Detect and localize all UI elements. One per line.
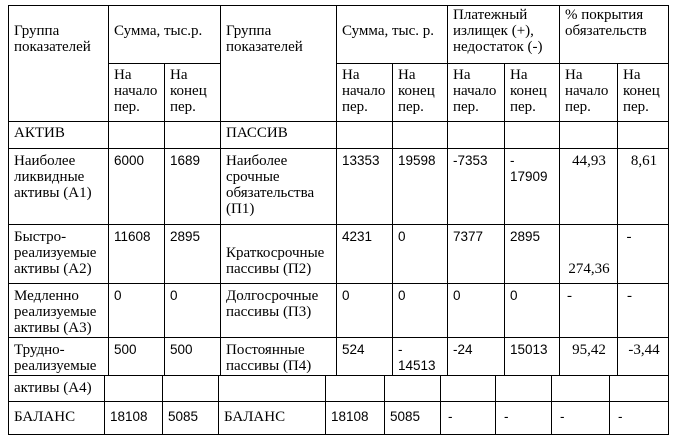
rule (220, 5, 221, 375)
rule (108, 5, 109, 375)
rule (504, 63, 505, 375)
row1-asset: Наиболее ликвидные активы (А1) (14, 153, 92, 201)
rule (495, 375, 496, 435)
row4-l-start: 524 (342, 342, 365, 357)
row2-liability: Краткосрочные пассивы (П2) (226, 245, 325, 277)
rule (392, 63, 393, 375)
rule (551, 375, 552, 435)
rule (164, 63, 165, 375)
rule (8, 401, 668, 402)
balance-c-end: - (618, 409, 623, 424)
row3-asset: Медленно реализуемые активы (А3) (14, 288, 97, 336)
row3-s-end: 0 (510, 288, 518, 303)
row2-asset: Быстро- реализуемые активы (А2) (14, 229, 97, 277)
row1-c-end: 8,61 (630, 153, 658, 169)
row2-l-end: 0 (398, 229, 406, 244)
balance-label-assets: БАЛАНС (14, 409, 76, 425)
rule (609, 375, 610, 435)
row2-s-end: 2895 (510, 229, 541, 244)
row3-l-start: 0 (342, 288, 350, 303)
header-group-liabilities: Группа показателей (226, 23, 303, 55)
row3-c-end: - (627, 288, 632, 304)
rule (336, 5, 337, 375)
rule (8, 283, 668, 284)
rule (447, 5, 448, 375)
row2-c-start: 274,36 (568, 261, 610, 277)
subheader-assets-end: На конец пер. (170, 67, 207, 115)
balance-l-start: 18108 (331, 409, 369, 424)
row2-s-start: 7377 (453, 229, 484, 244)
rule (8, 5, 9, 435)
rule (617, 63, 618, 375)
row1-s-start: -7353 (453, 153, 488, 168)
rule (8, 121, 668, 122)
subheader-coverage-end: На конец пер. (623, 67, 660, 115)
row3-liability: Долгосрочные пассивы (П3) (226, 288, 319, 320)
row1-s-end: - 17909 (510, 153, 548, 184)
section-assets: АКТИВ (14, 125, 65, 141)
section-liabilities: ПАССИВ (226, 125, 288, 141)
row1-c-start: 44,93 (572, 153, 606, 169)
rule (325, 375, 326, 435)
balance-s-end: - (504, 409, 509, 424)
rule (8, 337, 668, 338)
row4-a-end: 500 (170, 342, 193, 357)
subheader-surplus-end: На конец пер. (510, 67, 547, 115)
row1-l-end: 19598 (398, 153, 436, 168)
row3-a-end: 0 (170, 288, 178, 303)
subheader-surplus-start: На начало пер. (453, 67, 497, 115)
row2-c-end: - (626, 229, 632, 245)
row4-c-end: -3,44 (628, 342, 660, 358)
row3-c-start: - (567, 288, 572, 304)
row4-s-end: 15013 (510, 342, 548, 357)
balance-l-end: 5085 (390, 409, 421, 424)
row2-a-end: 2895 (170, 229, 201, 244)
rule (8, 434, 668, 435)
balance-label-liabilities: БАЛАНС (224, 409, 286, 425)
rule (384, 375, 385, 435)
balance-a-start: 18108 (110, 409, 148, 424)
rule (8, 224, 668, 225)
row4-s-start: -24 (453, 342, 473, 357)
header-coverage: % покрытия обязательств (565, 7, 647, 39)
rule (8, 375, 668, 376)
rule (440, 375, 441, 435)
rule (8, 148, 668, 149)
row4-asset: Трудно- реализуемые (14, 342, 97, 374)
rule (162, 375, 163, 435)
subheader-assets-start: На начало пер. (114, 67, 158, 115)
row3-l-end: 0 (398, 288, 406, 303)
header-sum-liabilities: Сумма, тыс. р. (342, 23, 435, 39)
balance-c-start: - (560, 409, 565, 424)
row3-s-start: 0 (453, 288, 461, 303)
row1-a-end: 1689 (170, 153, 201, 168)
rule (559, 5, 560, 375)
row4-l-end: - 14513 (398, 342, 436, 373)
balance-s-start: - (448, 409, 453, 424)
row4-a-start: 500 (114, 342, 137, 357)
row1-liability: Наиболее срочные обязательства (П1) (226, 153, 315, 217)
header-sum-assets: Сумма, тыс.р. (114, 23, 203, 39)
row2-a-start: 11608 (114, 229, 151, 244)
subheader-liab-end: На конец пер. (398, 67, 435, 115)
subheader-coverage-start: На начало пер. (565, 67, 609, 115)
rule (218, 375, 219, 435)
row1-l-start: 13353 (342, 153, 380, 168)
balance-a-end: 5085 (168, 409, 199, 424)
row4-c-start: 95,42 (572, 342, 606, 358)
row1-a-start: 6000 (114, 153, 145, 168)
row3-a-start: 0 (114, 288, 122, 303)
header-group-assets: Группа показателей (14, 23, 91, 55)
header-surplus: Платежный излищек (+), недостаток (-) (453, 7, 543, 55)
subheader-liab-start: На начало пер. (342, 67, 386, 115)
row4-liability: Постоянные пассивы (П4) (226, 342, 312, 374)
row4-asset-continued: активы (А4) (14, 380, 92, 396)
row2-l-start: 4231 (342, 229, 373, 244)
